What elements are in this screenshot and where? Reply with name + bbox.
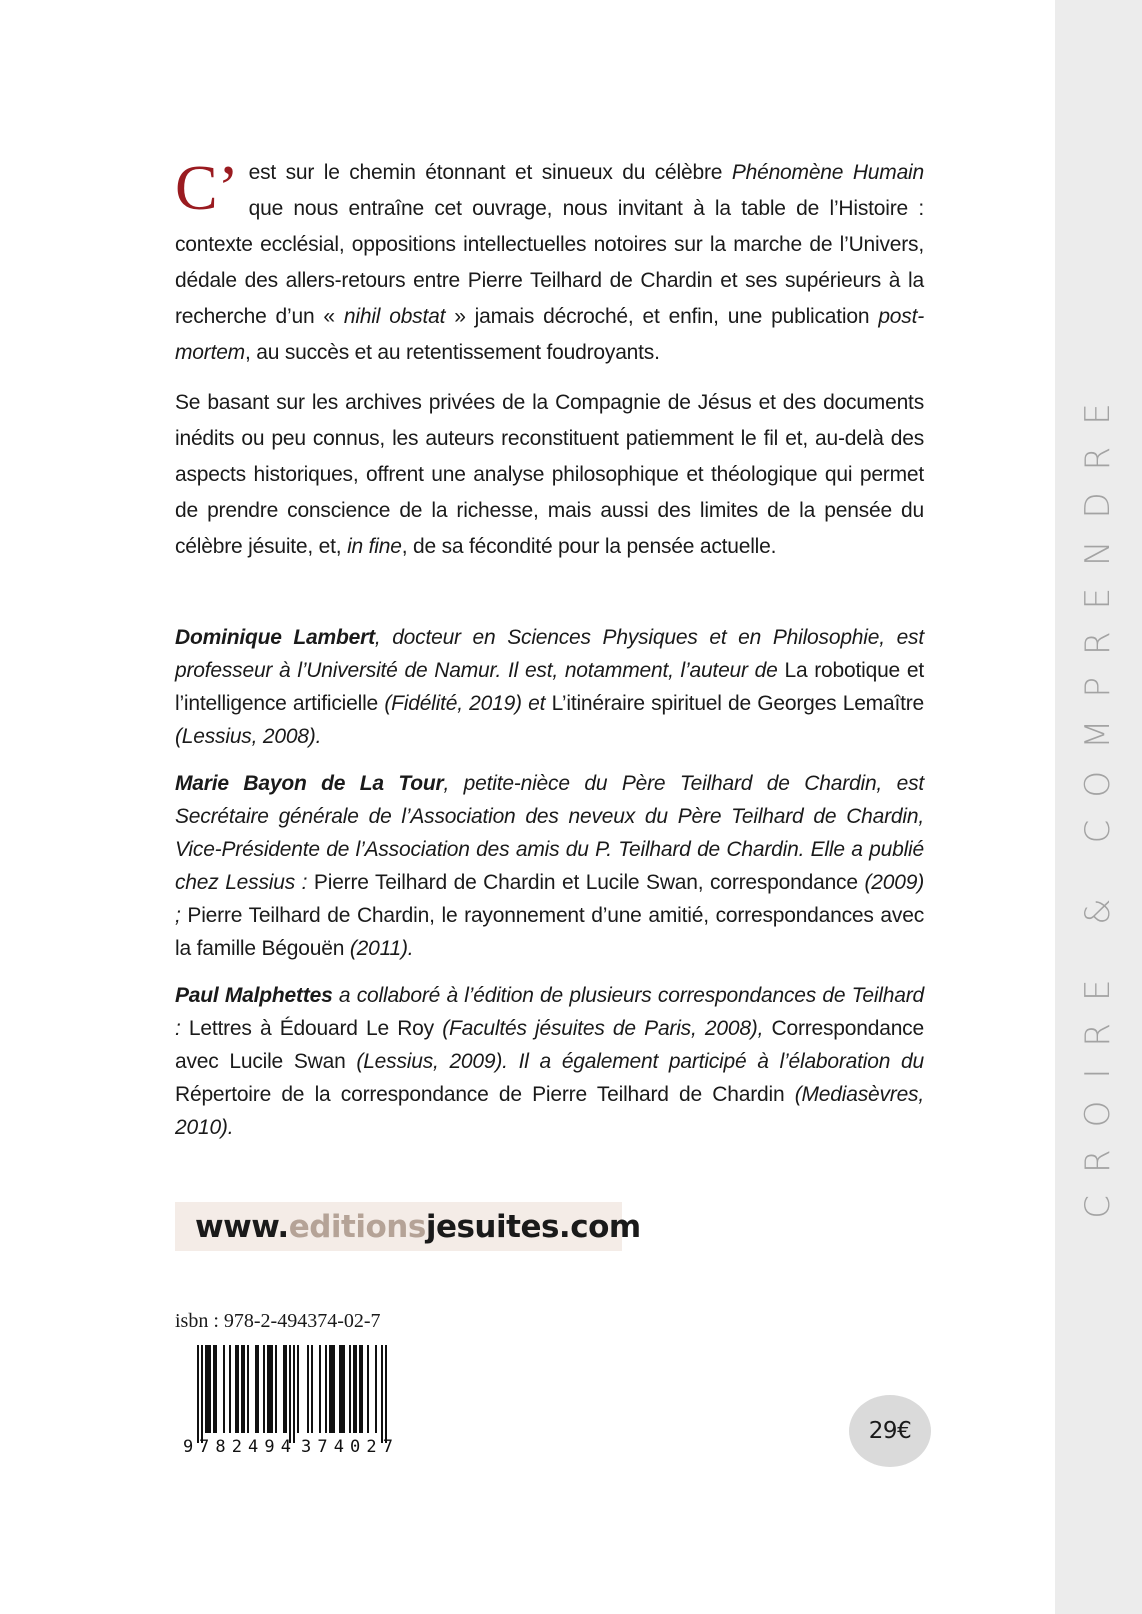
price-badge: 29€ xyxy=(849,1395,931,1467)
barcode-digits-left: 782494 xyxy=(199,1437,291,1455)
author-bio-malphettes xyxy=(175,979,924,1144)
author-name: Paul Malphettes xyxy=(175,984,333,1007)
italic-run: in fine xyxy=(347,535,402,558)
italic-run: post-mortem xyxy=(175,305,925,364)
website-suffix: jesuites.com xyxy=(425,1209,641,1245)
italic-run: (Lessius, 2008). xyxy=(175,725,322,748)
barcode-digits-right: 374027 xyxy=(301,1437,393,1455)
website-prefix: www. xyxy=(195,1209,289,1245)
text-run: Répertoire de la correspondance de Pierre Teilhard de Chardin xyxy=(175,1083,785,1106)
barcode-bar xyxy=(201,1345,203,1443)
barcode-bar xyxy=(367,1345,369,1433)
barcode-bar xyxy=(269,1345,271,1433)
italic-run: , docteur en Sciences Physiques et en Philosophie, est professeur à l’Université de Namur. Il est, notamment, l’auteur de xyxy=(175,626,924,682)
text-run: Se basant sur les archives privées de la Compagnie de Jésus et des documents inédits ou peu connus, les auteurs reconstituent patiemment le fil et, au-delà des aspects historiques, offrent une analyse philosophique et théologique qui permet de prendre conscience de la richesse, mais aussi des limites de la pensée du célèbre jésuite, et, xyxy=(175,391,924,558)
barcode-bar xyxy=(271,1345,273,1433)
text-run: Pierre Teilhard de Chardin, le rayonnement d’une amitié, correspondances avec la famille Bégouën xyxy=(175,904,924,960)
text-run: que nous entraîne cet ouvrage, nous invitant à la table de l’Histoire : contexte ecclésial, oppositions intellectuelles notoires sur la marche de l’Univers, dédale des allers-retours entre Pierre Teilhard de Chardin et ses supérieurs à la recherche d’un « xyxy=(175,197,924,328)
barcode-bar xyxy=(285,1345,287,1433)
barcode-bar xyxy=(359,1345,361,1433)
intro-paragraph-1 xyxy=(175,152,925,371)
barcode-bar xyxy=(205,1345,207,1433)
barcode-bar xyxy=(349,1345,351,1433)
barcode-bar xyxy=(341,1345,343,1433)
author-name: Dominique Lambert xyxy=(175,626,375,649)
italic-run: (Fidélité, 2019) et xyxy=(378,692,552,715)
barcode-bar xyxy=(237,1345,239,1433)
barcode-bar xyxy=(235,1345,237,1433)
italic-run: a collaboré à l’édition de plusieurs correspondances de Teilhard : xyxy=(175,984,924,1040)
barcode-bar xyxy=(289,1345,291,1443)
barcode-bar xyxy=(243,1345,245,1433)
italic-run: (2011). xyxy=(344,937,414,960)
barcode-bar xyxy=(361,1345,363,1433)
barcode xyxy=(183,1345,413,1455)
text-run: Correspondance avec Lucile Swan xyxy=(175,1017,924,1073)
text-run: est sur le chemin étonnant et sinueux du célèbre xyxy=(248,161,732,184)
drop-cap: C’ xyxy=(175,152,239,223)
collection-title: CROIRE & COMPRENDRE xyxy=(1078,381,1118,1219)
intro-paragraph-1-text xyxy=(175,152,925,364)
barcode-bar xyxy=(213,1345,215,1433)
text-run: L’itinéraire spirituel de Georges Lemaître xyxy=(551,692,924,715)
barcode-bars xyxy=(197,1345,387,1443)
barcode-digit-first: 9 xyxy=(183,1437,194,1455)
barcode-bar xyxy=(223,1345,225,1433)
barcode-bar xyxy=(355,1345,357,1433)
text-run: Pierre Teilhard de Chardin et Lucile Swan, correspondance xyxy=(313,871,858,894)
barcode-bar xyxy=(229,1345,231,1433)
barcode-bar xyxy=(329,1345,331,1433)
text-run: » jamais décroché, et enfin, une publication xyxy=(445,305,879,328)
text-run: Lettres à Édouard Le Roy xyxy=(188,1017,434,1040)
author-bio-lambert xyxy=(175,621,924,753)
author-name: Marie Bayon de La Tour xyxy=(175,772,444,795)
italic-run: , petite-nièce du Père Teilhard de Chardin, est Secrétaire générale de l’Association des neveux du Père Teilhard de Chardin, Vice-Présidente de l’Association des amis du P. Teilhard de Chardin. Elle a publié chez Lessius : xyxy=(175,772,925,894)
barcode-bar xyxy=(297,1345,299,1433)
website-url xyxy=(195,1208,641,1246)
text-run: La robotique et l’intelligence artificielle xyxy=(175,659,924,715)
text-run: , de sa fécondité pour la pensée actuelle. xyxy=(401,535,777,558)
italic-run: (Facultés jésuites de Paris, 2008), xyxy=(433,1017,772,1040)
barcode-bar xyxy=(311,1345,313,1433)
barcode-bar xyxy=(197,1345,199,1443)
barcode-bar xyxy=(385,1345,387,1443)
isbn-label: isbn : 978-2-494374-02-7 xyxy=(175,1310,381,1332)
intro-paragraph-2 xyxy=(175,385,924,565)
barcode-bar xyxy=(307,1345,309,1433)
barcode-bar xyxy=(267,1345,269,1433)
barcode-bar xyxy=(333,1345,335,1433)
italic-run: (2009) ; xyxy=(175,871,924,927)
barcode-bar xyxy=(241,1345,243,1433)
text-run: , au succès et au retentissement foudroyants. xyxy=(244,341,660,364)
author-bio-bayon xyxy=(175,767,924,965)
barcode-bar xyxy=(209,1345,211,1433)
barcode-bar xyxy=(339,1345,341,1433)
italic-run: nihil obstat xyxy=(343,305,446,328)
barcode-bar xyxy=(325,1345,327,1433)
barcode-bar xyxy=(343,1345,345,1433)
barcode-bar xyxy=(283,1345,285,1433)
barcode-bar xyxy=(263,1345,265,1433)
back-cover-text xyxy=(175,152,925,1144)
barcode-bar xyxy=(375,1345,377,1433)
italic-run: (Mediasèvres, 2010). xyxy=(175,1083,924,1139)
website-mid: editions xyxy=(288,1209,426,1245)
website-box xyxy=(175,1202,641,1251)
barcode-bar xyxy=(215,1345,217,1433)
barcode-bar xyxy=(257,1345,259,1433)
italic-run: Phénomène Humain xyxy=(731,161,924,184)
barcode-bar xyxy=(247,1345,249,1433)
barcode-bar xyxy=(293,1345,295,1443)
italic-run: (Lessius, 2009). Il a également participé à l’élaboration du xyxy=(345,1050,924,1073)
barcode-bar xyxy=(255,1345,257,1433)
barcode-bar xyxy=(319,1345,321,1433)
barcode-bar xyxy=(381,1345,383,1443)
barcode-bar xyxy=(275,1345,277,1433)
barcode-bar xyxy=(207,1345,209,1433)
barcode-bar xyxy=(331,1345,333,1433)
barcode-bar xyxy=(353,1345,355,1433)
